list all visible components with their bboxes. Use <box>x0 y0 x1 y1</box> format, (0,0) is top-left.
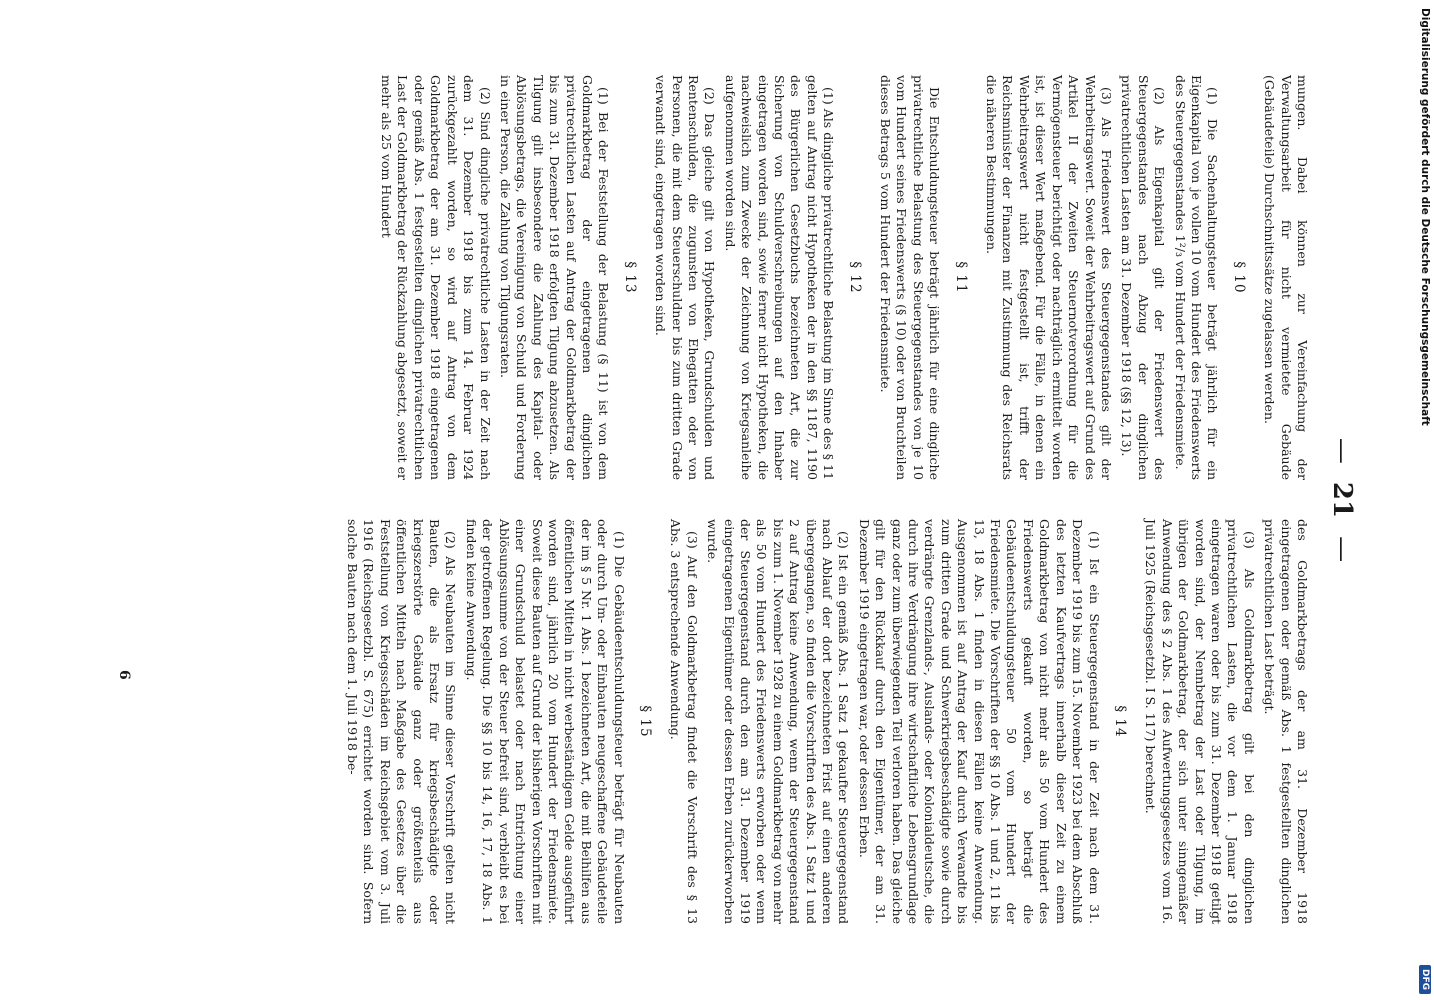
paragraph: (2) Ist ein gemäß Abs. 1 Satz 1 gekaufter Steuergegenstand nach Ablauf der dort bezeichneten Frist auf einen anderen übergegangen, so finden die Vorschriften des Abs. 1 Satz 1 und 2 auf Antrag keine Anwendung, wenn der Steuergegenstand bis zum 1. November 1928 zu einem Goldmarkbetrag von mehr als 50 vom Hundert des Friedenswerts erworben oder wenn der Steuergegenstand durch den am 31. Dezember 1919 eingetragenen Eigentümer oder dessen Erben zurückerworben wurde. <box>705 519 852 924</box>
page-number: 21 <box>1327 481 1357 519</box>
section-heading: § 10 <box>1230 261 1247 294</box>
section-heading: § 13 <box>621 261 638 294</box>
left-column <box>374 75 1310 480</box>
paragraph: (1) Bei der Feststellung der Belastung (§ 11) ist von dem Goldmarkbetrag der eingetragenen dinglichen privatrechtlichen Lasten auf Antrag der Goldmarkbetrag der bis zum 31. Dezember 1918 erfolgten Tilgung abzusetzen. Als Tilgung gilt insbesondere die Zahlung des Kapital- oder Ablösungsbetrags, die Vereinigung von Schuld und Forderung in einer Person, die Zahlung von Tilgungsraten. <box>497 75 612 480</box>
paragraph: (2) Sind dingliche privatrechtliche Lasten in der Zeit nach dem 31. Dezember 1918 bis zum 14. Februar 1924 zurückgezahlt worden, so wird auf Antrag von dem Goldmarkbetrag der am 31. Dezember 1918 eingetragenen oder gemäß Abs. 1 festgestellten dinglichen privatrechtlichen Last der Goldmarkbetrag der Rückzahlung abgesetzt, soweit er mehr als 25 vom Hundert <box>379 75 493 480</box>
paragraph: (2) Als Neubauten im Sinne dieser Vorschrift gelten nicht Bauten, die als Ersatz für kriegsbeschädigte oder kriegszerstörte Gebäude ganz oder größtenteils aus öffentlichen Mitteln nach Maßgabe des Gesetzes über die Feststellung von Kriegsschäden im Reichsgebiet vom 3. Juli 1916 (Reichsgesetzbl. S. 675) errichtet worden sind. Sofern solche Bauten nach dem 1. Juli 1918 be- <box>345 519 459 924</box>
header-dash-left: — <box>1327 437 1357 464</box>
paragraph: mungen. Dabei können zur Vereinfachung der Verwaltungsarbeit für nicht vermietete Gebäude (Gebäudeteile) Durchschnittssätze zugelassen werden. <box>1262 75 1310 480</box>
section-heading: § 12 <box>846 261 863 294</box>
paragraph: (1) Ist ein Steuergegenstand in der Zeit nach dem 31. Dezember 1919 bis zum 15. November 1923 bei dem Abschluß des letzten Kaufvertrags innerhalb dieser Zeit zu einem Goldmarkbetrag von nicht mehr als 50 vom Hundert des Friedenswerts gekauft worden, so beträgt die Gebäudeentschuldungsteuer 50 vom Hundert der Friedensmiete. Die Vorschriften der §§ 10 Abs. 1 und 2, 11 bis 13, 18 Abs. 1 finden in diesen Fällen keine Anwendung. Ausgenommen ist auf Antrag der Kauf durch Verwandte bis zum dritten Grade und Schwerkriegsbeschädigte sowie durch verdrängte Grenzlands-, Auslands- oder Kolonialdeutsche, die durch ihre Verdrängung ihre wirtschaftliche Lebensgrundlage ganz oder zum überwiegenden Teil verloren haben. Das gleiche gilt für den Rückkauf durch den Eigentümer, der am 31. Dezember 1919 eingetragen war, oder dessen Erben. <box>856 519 1102 924</box>
section-heading: § 15 <box>636 705 653 738</box>
paragraph: (1) Als dingliche privatrechtliche Belastung im Sinne des § 11 gelten auf Antrag nicht Hypotheken der in den §§ 1187, 1190 des Bürgerlichen Gesetzbuchs bezeichneten Art, die zur Sicherung von Schuldverschreibungen auf den Inhaber eingetragen worden sind, sowie ferner nicht Hypotheken, die nachweislich zum Zwecke der Zeichnung von Kriegsanleihe aufgenommen worden sind. <box>722 75 837 480</box>
right-column <box>340 519 1310 924</box>
paragraph: Die Entschuldungsteuer beträgt jährlich für eine dingliche privatrechtliche Belastung des Steuergegenstandes von je 10 vom Hundert seines Friedenswerts (§ 10) oder von Bruchteilen dieses Betrags 5 vom Hundert der Friedensmiete. <box>878 75 943 480</box>
paragraph: (3) Als Goldmarkbetrag gilt bei den dinglichen privatrechtlichen Lasten, die vor dem 1. Januar 1918 eingetragen waren oder bis zum 31. Dezember 1918 getilgt worden sind, der Nennbetrag der Last oder Tilgung, im übrigen der Goldmarkbetrag, der sich unter sinngemäßer Anwendung des § 2 Abs. 1 des Aufwertungsgesetzes vom 16. Juli 1925 (Reichsgesetzbl. I S. 117) berechnet. <box>1143 519 1257 924</box>
page-header <box>1322 75 1362 925</box>
paragraph: (1) Die Sachenhaltungsteuer beträgt jährlich für ein Eigenkapital von je vollen 10 vom Hundert des Friedenswerts des Steuergegenstandes 1²/₃ vom Hundert der Friedensmiete. <box>1172 75 1221 480</box>
section-heading: § 14 <box>1111 705 1128 738</box>
paragraph: (2) Als Eigenkapital gilt der Friedenswert des Steuergegenstandes nach Abzug der dinglichen privatrechtlichen Lasten am 31. Dezember 1918 (§§ 12, 13). <box>1119 75 1168 480</box>
header-dash-right: — <box>1327 536 1357 563</box>
paragraph: (1) Die Gebäudeentschuldungsteuer beträgt für Neubauten oder durch Um- oder Einbauten neugeschaffene Gebäudeteile der im § 5 Nr. 1 Abs. 1 bezeichneten Art, die mit Beihilfen aus öffentlichen Mitteln in nicht werbeständigem Gelde ausgeführt worden sind, jährlich 20 vom Hundert der Friedensmiete. Soweit diese Bauten auf Grund der bisherigen Vorschriften mit einer Grundschuld belastet oder nach Entrichtung einer Ablösungssumme von der Steuer befreit sind, verbleibt es bei der getroffenen Regelung. Die §§ 10 bis 14, 16, 17, 18 Abs. 1 finden keine Anwendung. <box>463 519 627 924</box>
signature-mark: 6 <box>116 670 132 680</box>
paragraph: (2) Das gleiche gilt von Hypotheken, Grundschulden und Rentenschulden, die zugunsten von Ehegatten oder von Personen, die mit dem Steuerschuldner bis zum dritten Grade verwandt sind, eingetragen worden sind. <box>653 75 718 480</box>
dfg-logo: DFG <box>1419 965 1431 994</box>
credit-text: Digitalisierung gefördert durch die Deutsche Forschungsgemeinschaft <box>1419 8 1431 426</box>
paragraph: des Goldmarkbetrags der am 31. Dezember 1918 eingetragenen oder gemäß Abs. 1 festgestellten dinglichen privatrechtlichen Last beträgt. <box>1262 519 1310 924</box>
section-heading: § 11 <box>952 261 969 294</box>
paragraph: (3) Auf den Goldmarkbetrag findet die Vorschrift des § 13 Abs. 3 entsprechende Anwendung. <box>668 519 700 924</box>
credit-strip <box>1414 8 1434 1000</box>
paragraph: (3) Als Friedenswert des Steuergegenstandes gilt der Wehrbeitragswert. Soweit der Wehrbeitragswert auf Grund des Artikel II der Zweiten Steuernotverordnung für die Vermögensteuer berichtigt oder nachträglich ermittelt worden ist, ist dieser Wert maßgebend. Für die Fälle, in denen ein Wehrbeitragswert nicht festgestellt ist, trifft der Reichsminister der Finanzen mit Zustimmung des Reichsrats die näheren Bestimmungen. <box>984 75 1114 480</box>
document-page <box>94 75 1362 925</box>
